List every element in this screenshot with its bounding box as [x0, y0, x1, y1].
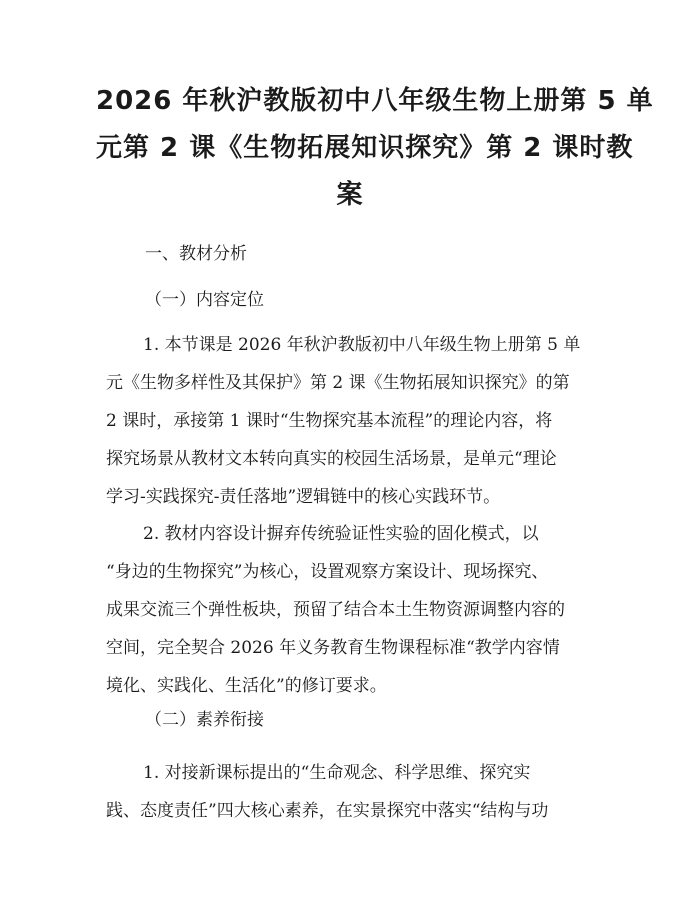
- subsection-heading-content-positioning: （一）内容定位: [145, 290, 264, 310]
- paragraph-line: 践、态度责任”四大核心素养，在实景探究中落实“结构与功: [106, 801, 549, 821]
- paragraph-line: 1. 对接新课标提出的“生命观念、科学思维、探究实: [143, 763, 531, 783]
- paragraph-3: [106, 754, 606, 830]
- paragraph-1: [106, 326, 606, 516]
- paragraph-line: 1. 本节课是 2026 年秋沪教版初中八年级生物上册第 5 单: [143, 335, 581, 355]
- paragraph-line: “身边的生物探究”为核心，设置观察方案设计、现场探究、: [106, 562, 549, 582]
- paragraph-2: [106, 515, 606, 705]
- title-line: 元第 2 课《生物拓展知识探究》第 2 课时教: [96, 133, 634, 163]
- paragraph-line: 学习-实践探究-责任落地”逻辑链中的核心实践环节。: [106, 487, 501, 507]
- paragraph-line: 境化、实践化、生活化”的修订要求。: [106, 676, 387, 696]
- document-title: [96, 78, 654, 219]
- paragraph-line: 2. 教材内容设计摒弃传统验证性实验的固化模式，以: [143, 524, 539, 544]
- section-heading-materials-analysis: 一、教材分析: [145, 244, 247, 264]
- paragraph-line: 2 课时，承接第 1 课时“生物探究基本流程”的理论内容，将: [106, 411, 553, 431]
- title-line: 案: [336, 180, 364, 210]
- subsection-heading-literacy-connection: （二）素养衔接: [145, 710, 264, 730]
- paragraph-line: 成果交流三个弹性板块，预留了结合本土生物资源调整内容的: [106, 600, 565, 620]
- paragraph-line: 元《生物多样性及其保护》第 2 课《生物拓展知识探究》的第: [106, 373, 570, 393]
- paragraph-line: 空间，完全契合 2026 年义务教育生物课程标准“教学内容情: [106, 638, 560, 658]
- paragraph-line: 探究场景从教材文本转向真实的校园生活场景，是单元“理论: [106, 449, 557, 469]
- title-line: 2026 年秋沪教版初中八年级生物上册第 5 单: [96, 86, 654, 116]
